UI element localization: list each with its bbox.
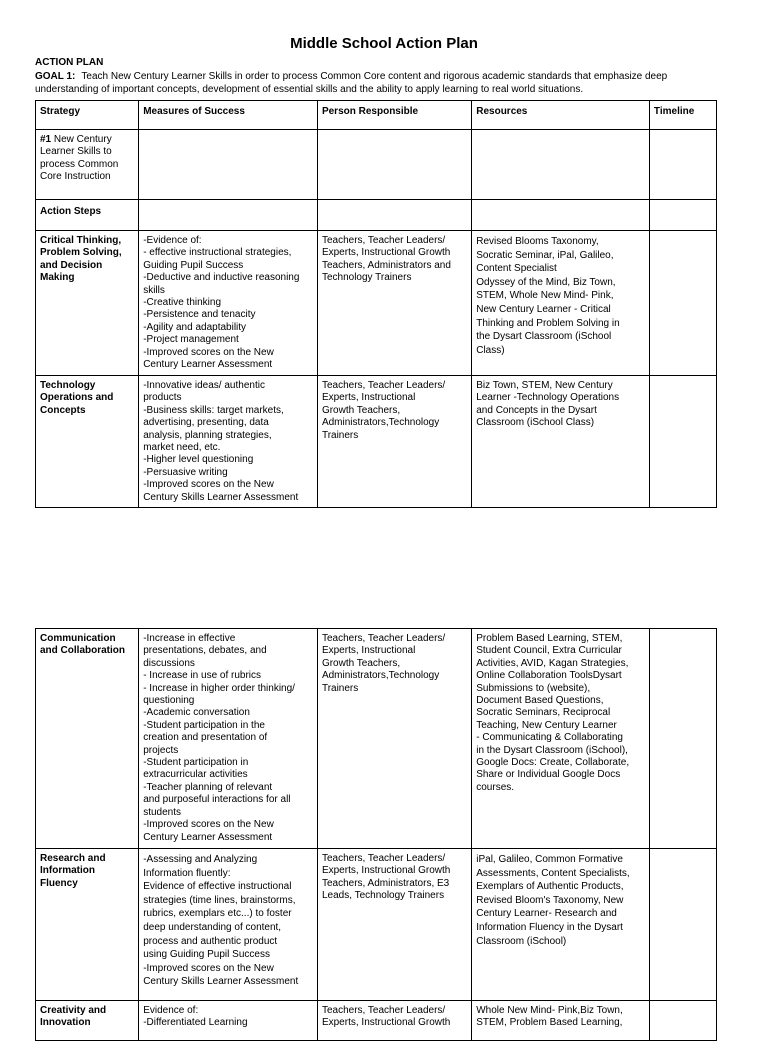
action-plan-label: ACTION PLAN [35,57,104,68]
empty-cell [317,130,471,200]
action-steps-label: Action Steps [36,200,139,231]
measures-cell: -Assessing and Analyzing Information fluently: Evidence of effective instructional strategies (time lines, brainstorms, rubrics, exemplars etc...) to foster deep understanding of content, process and authentic product using Guiding Pupil Success -Improved scores on the New Century Skills Learner Assessment [139,849,318,1001]
empty-cell [649,200,716,231]
person-cell: Teachers, Teacher Leaders/ Experts, Instructional Growth Teachers, Administrators,Technology Trainers [317,629,471,849]
header-strategy: Strategy [36,101,139,130]
measures-cell: -Innovative ideas/ authentic products -Business skills: target markets, advertising, presenting, data analysis, planning strategies, market need, etc. -Higher level questioning -Persuasive writing -Improved scores on the New Century Skills Learner Assessment [139,376,318,508]
strategy-cell [36,130,139,200]
action-steps-row [36,200,717,231]
strategy-cell: Creativity and Innovation [36,1001,139,1041]
table-row [36,376,717,508]
measures-cell: -Increase in effective presentations, debates, and discussions - Increase in use of rubrics - Increase in higher order thinking/ questioning -Academic conversation -Student participation in the creation and presentation of projects -Student participation in extracurricular activities -Teacher planning of relevant and purposeful interactions for all students -Improved scores on the New Century Learner Assessment [139,629,318,849]
table-row [36,629,717,849]
table-row [36,849,717,1001]
resources-cell: Problem Based Learning, STEM, Student Council, Extra Curricular Activities, AVID, Kagan Strategies, Online Collaboration ToolsDysart Submissions to (website), Document Based Questions, Socratic Seminars, Reciprocal Teaching, New Century Learner - Communicating & Collaborating in the Dysart Classroom (iSchool), Google Docs: Create, Collaborate, Share or Individual Google Docs courses. [472,629,650,849]
timeline-cell [649,231,716,376]
empty-cell [472,130,650,200]
goal-label: GOAL 1: [35,71,76,82]
header-timeline: Timeline [649,101,716,130]
action-plan-table-page1 [35,100,717,508]
resources-cell: iPal, Galileo, Common Formative Assessments, Content Specialists, Exemplars of Authentic Products, Revised Bloom's Taxonomy, New Century Learner- Research and Information Fluency in the Dysart Classroom (iSchool) [472,849,650,1001]
strategy-number: #1 [40,134,52,145]
person-cell: Teachers, Teacher Leaders/ Experts, Instructional Growth Teachers, Administrators,Technology Trainers [317,376,471,508]
strategy-cell: Communication and Collaboration [36,629,139,849]
measures-cell: Evidence of: -Differentiated Learning [139,1001,318,1041]
timeline-cell [649,629,716,849]
empty-cell [472,200,650,231]
resources-cell: Biz Town, STEM, New Century Learner -Technology Operations and Concepts in the Dysart Classroom (iSchool Class) [472,376,650,508]
person-cell: Teachers, Teacher Leaders/ Experts, Instructional Growth [317,1001,471,1041]
strategy-row [36,130,717,200]
strategy-cell: Research and Information Fluency [36,849,139,1001]
timeline-cell [649,376,716,508]
resources-cell: Revised Blooms Taxonomy, Socratic Seminar, iPal, Galileo, Content Specialist Odyssey of the Mind, Biz Town, STEM, Whole New Mind- Pink, New Century Learner - Critical Thinking and Problem Solving in the Dysart Classroom (iSchool Class) [472,231,650,376]
header-resources: Resources [472,101,650,130]
strategy-cell: Technology Operations and Concepts [36,376,139,508]
timeline-cell [649,849,716,1001]
table-header-row [36,101,717,130]
resources-cell: Whole New Mind- Pink,Biz Town, STEM, Problem Based Learning, [472,1001,650,1041]
person-cell: Teachers, Teacher Leaders/ Experts, Instructional Growth Teachers, Administrators and Technology Trainers [317,231,471,376]
table-row [36,231,717,376]
strategy-text: New Century Learner Skills to process Common Core Instruction [40,134,119,183]
measures-cell: -Evidence of: - effective instructional strategies, Guiding Pupil Success -Deductive and inductive reasoning skills -Creative thinking -Persistence and tenacity -Agility and adaptability -Project management -Improved scores on the New Century Learner Assessment [139,231,318,376]
goal-statement [35,70,725,96]
timeline-cell [649,1001,716,1041]
table-row [36,1001,717,1041]
header-person: Person Responsible [317,101,471,130]
page-title: Middle School Action Plan [290,35,478,52]
empty-cell [317,200,471,231]
strategy-cell: Critical Thinking, Problem Solving, and Decision Making [36,231,139,376]
person-cell: Teachers, Teacher Leaders/ Experts, Instructional Growth Teachers, Administrators, E3 Leads, Technology Trainers [317,849,471,1001]
empty-cell [139,130,318,200]
goal-text: Teach New Century Learner Skills in order to process Common Core content and rigorous academic standards that emphasize deep understanding of important concepts, development of essential skills and the ability to apply learning to real world situations. [35,71,668,95]
empty-cell [139,200,318,231]
action-plan-table-page2 [35,628,717,1041]
empty-cell [649,130,716,200]
header-measures: Measures of Success [139,101,318,130]
